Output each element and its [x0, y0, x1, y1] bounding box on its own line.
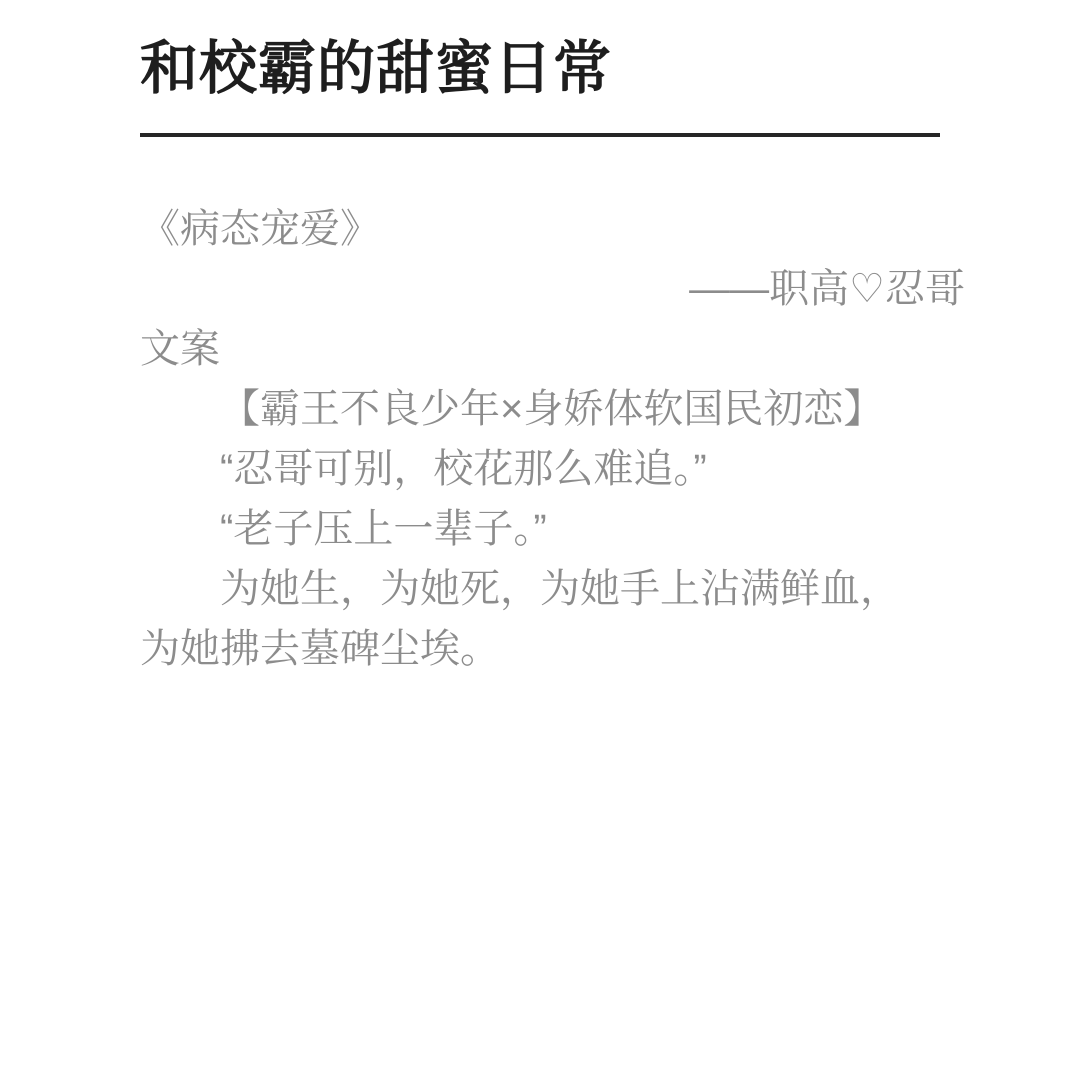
- synopsis-line-2: 为她拂去墓碑尘埃。: [140, 627, 500, 671]
- attribution: ——职高♡忍哥: [689, 267, 965, 311]
- tagline: 【霸王不良少年×身娇体软国民初恋】: [220, 387, 884, 431]
- article-body: [140, 199, 965, 679]
- quote-2: “老子压上一辈子。”: [220, 507, 547, 551]
- synopsis-line-1: 为她生，为她死，为她手上沾满鲜血，: [220, 567, 900, 611]
- section-label: 文案: [140, 327, 220, 371]
- book-title: 《病态宠爱》: [140, 207, 380, 251]
- title-divider: [140, 133, 940, 137]
- page-title: 和校霸的甜蜜日常: [140, 36, 613, 101]
- quote-1: “忍哥可别，校花那么难追。”: [220, 447, 707, 491]
